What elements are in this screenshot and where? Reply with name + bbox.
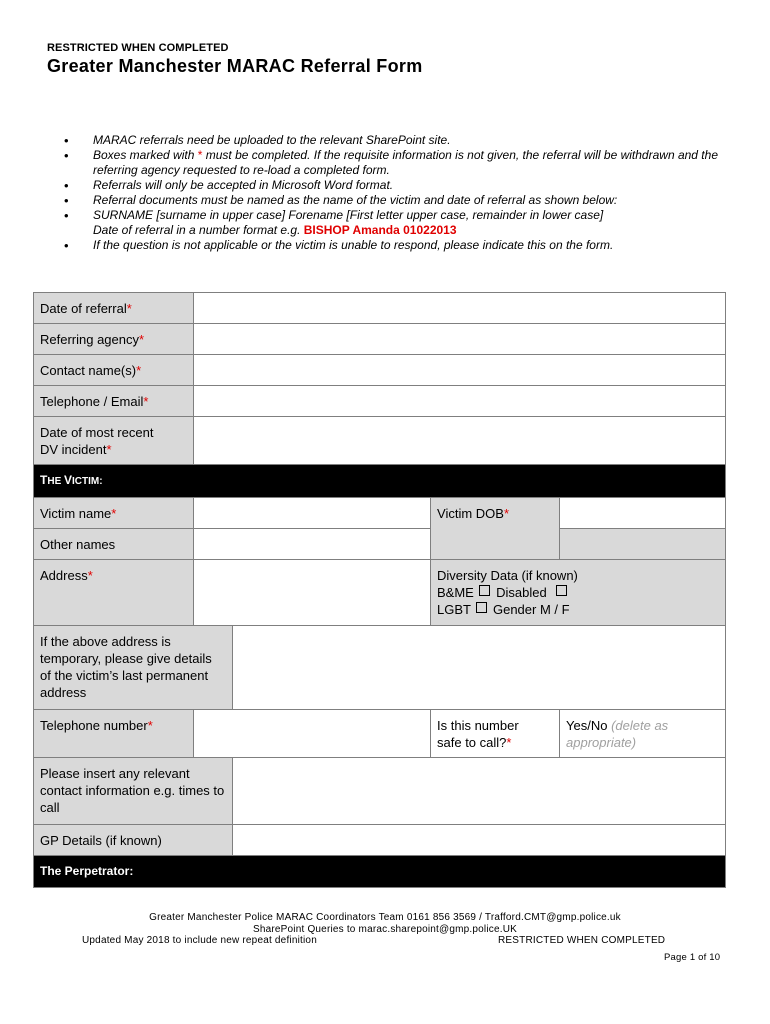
- contact-info-field[interactable]: [233, 758, 726, 825]
- gp-details-label: GP Details (if known): [34, 825, 233, 856]
- recent-incident-label: Date of most recent DV incident*: [34, 417, 194, 465]
- referring-agency-label: Referring agency*: [34, 324, 194, 355]
- safe-to-call-label: Is this number safe to call?*: [431, 710, 560, 758]
- instruction-item: • SURNAME [surname in upper case] Forename [First letter upper case, remainder in lower case] Date of referral in a number format e.g. BISHOP Amanda 01022013: [64, 208, 734, 238]
- lgbt-checkbox[interactable]: [476, 602, 487, 613]
- victim-name-field[interactable]: [194, 498, 431, 529]
- other-names-label: Other names: [34, 529, 194, 560]
- victim-dob-field[interactable]: [560, 498, 726, 529]
- instructions-list: [64, 133, 734, 253]
- page-number: Page 1 of 10: [664, 952, 721, 963]
- victim-dob-label: Victim DOB*: [431, 498, 560, 560]
- victim-dob-grey-cell: [560, 529, 726, 560]
- footer-contact-line: Greater Manchester Police MARAC Coordinators Team 0161 856 3569 / Trafford.CMT@gmp.police.uk: [149, 912, 621, 923]
- footer-updated: Updated May 2018 to include new repeat definition: [82, 935, 317, 946]
- contact-names-label: Contact name(s)*: [34, 355, 194, 386]
- instruction-item: • Referral documents must be named as the name of the victim and date of referral as shown below:: [64, 193, 734, 208]
- footer-sharepoint-line: SharePoint Queries to marac.sharepoint@gmp.police.UK: [252, 924, 517, 935]
- telephone-email-label: Telephone / Email*: [34, 386, 194, 417]
- recent-incident-field[interactable]: [194, 417, 726, 465]
- bme-checkbox[interactable]: [479, 585, 490, 596]
- instruction-item: • MARAC referrals need be uploaded to the relevant SharePoint site.: [64, 133, 734, 148]
- address-label: Address*: [34, 560, 194, 626]
- footer-restricted: RESTRICTED WHEN COMPLETED: [498, 935, 666, 946]
- safe-to-call-field[interactable]: Yes/No (delete as appropriate): [560, 710, 726, 758]
- telephone-number-field[interactable]: [194, 710, 431, 758]
- victim-section-header: THE VICTIM:: [34, 465, 726, 498]
- disabled-checkbox[interactable]: [556, 585, 567, 596]
- diversity-data-cell: Diversity Data (if known) B&ME Disabled LGBT Gender M / F: [431, 560, 726, 626]
- instruction-item: • Referrals will only be accepted in Microsoft Word format.: [64, 178, 734, 193]
- referral-form-table: [33, 292, 726, 888]
- perpetrator-section-header: The Perpetrator:: [34, 856, 726, 888]
- date-of-referral-label: Date of referral*: [34, 293, 194, 324]
- contact-info-label: Please insert any relevant contact information e.g. times to call: [34, 758, 233, 825]
- date-of-referral-field[interactable]: [194, 293, 726, 324]
- referring-agency-field[interactable]: [194, 324, 726, 355]
- telephone-email-field[interactable]: [194, 386, 726, 417]
- restricted-header: RESTRICTED WHEN COMPLETED: [47, 42, 229, 54]
- address-field[interactable]: [194, 560, 431, 626]
- temp-address-field[interactable]: [233, 626, 726, 710]
- gp-details-field[interactable]: [233, 825, 726, 856]
- instruction-item: • Boxes marked with * must be completed. If the requisite information is not given, the referral will be withdrawn and the referring agency requested to re-load a completed form.: [64, 148, 734, 178]
- filename-example: BISHOP Amanda 01022013: [303, 223, 457, 237]
- temp-address-label: If the above address is temporary, please give details of the victim’s last permanent address: [34, 626, 233, 710]
- contact-names-field[interactable]: [194, 355, 726, 386]
- victim-name-label: Victim name*: [34, 498, 194, 529]
- telephone-number-label: Telephone number*: [34, 710, 194, 758]
- page-title: Greater Manchester MARAC Referral Form: [47, 56, 423, 76]
- instruction-item: • If the question is not applicable or the victim is unable to respond, please indicate this on the form.: [64, 238, 734, 253]
- other-names-field[interactable]: [194, 529, 431, 560]
